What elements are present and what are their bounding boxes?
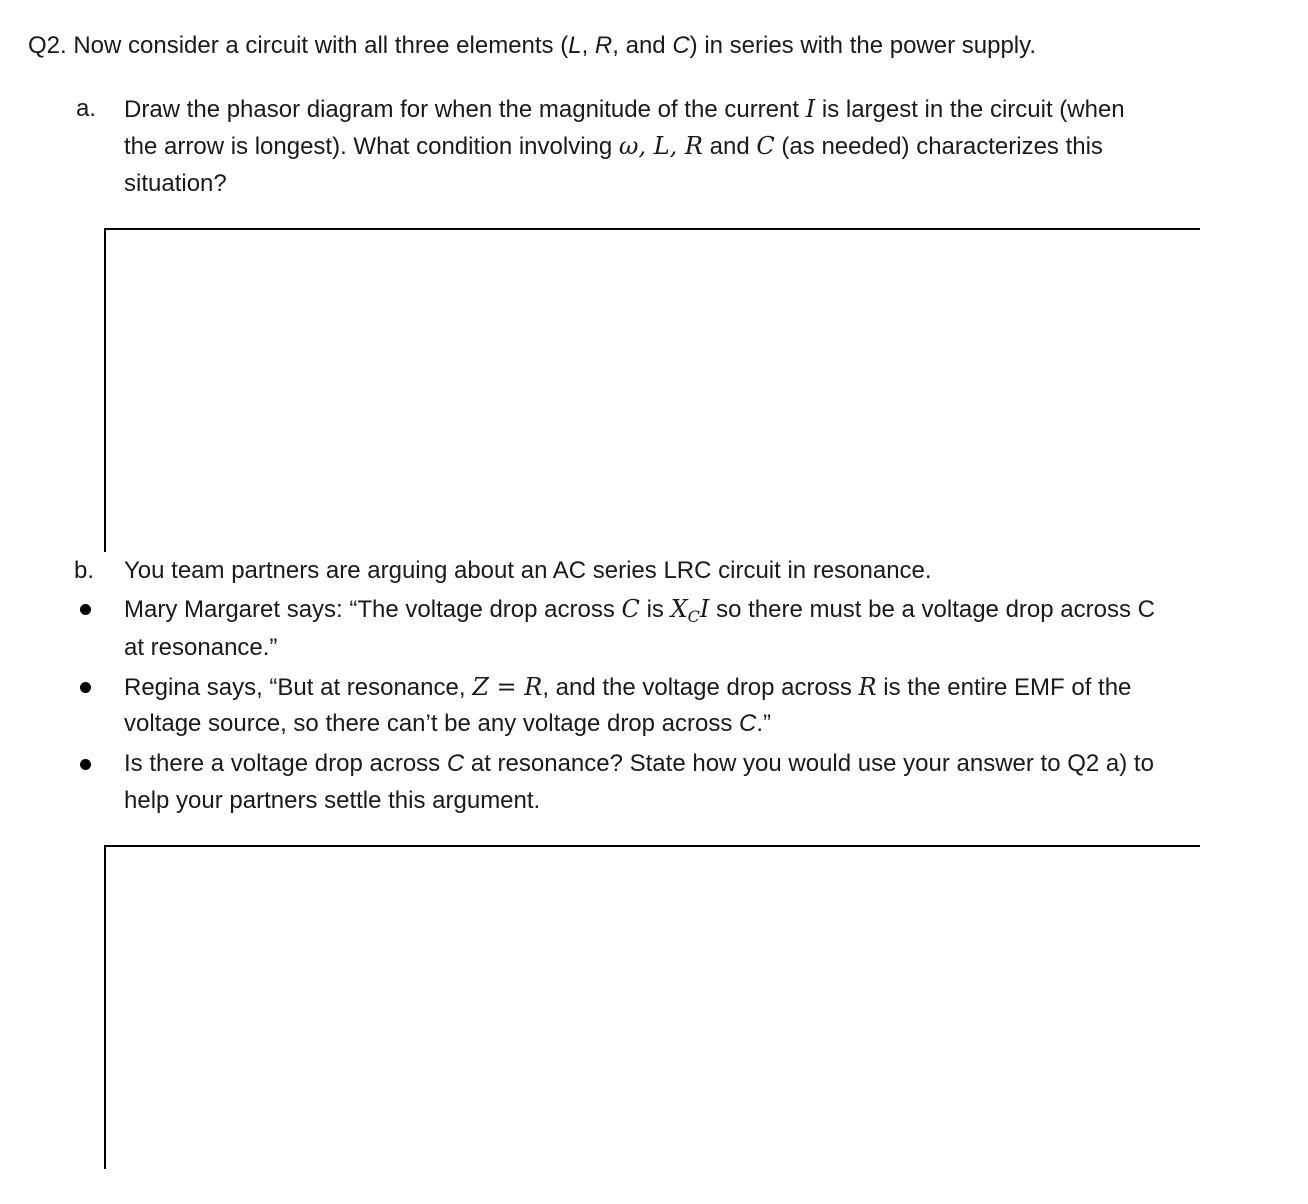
bullet-1-line-2: at resonance.” xyxy=(124,634,278,661)
bullet-1 xyxy=(80,604,91,615)
bullet-2-line-2: voltage source, so there can’t be any voltage drop across C.” xyxy=(124,710,772,737)
part-a-line-1: Draw the phasor diagram for when the magnitude of the current I is largest in the circuit (when xyxy=(124,95,1125,123)
part-b-intro: You team partners are arguing about an AC series LRC circuit in resonance. xyxy=(124,557,932,584)
answer-box-a[interactable] xyxy=(104,228,1200,552)
part-a-line-2: the arrow is longest). What condition involving ω, L, R and C (as needed) characterizes this xyxy=(124,132,1103,160)
answer-box-b[interactable] xyxy=(104,845,1200,1169)
part-a-line-3: situation? xyxy=(124,170,227,197)
bullet-3 xyxy=(80,759,91,770)
question-heading: Q2. Now consider a circuit with all three elements (L, R, and C) in series with the power supply. xyxy=(28,32,1037,59)
bullet-2 xyxy=(80,682,91,693)
bullet-3-line-2: help your partners settle this argument. xyxy=(124,787,541,814)
part-a-marker: a. xyxy=(76,95,97,122)
bullet-1-line-1: Mary Margaret says: “The voltage drop across C is $X_CI$ so there must be a voltage drop across C xyxy=(124,595,1155,626)
bullet-2-line-1: Regina says, “But at resonance, Z = R, and the voltage drop across R is the entire EMF of the xyxy=(124,673,1132,701)
part-b-marker: b. xyxy=(74,557,95,584)
bullet-3-line-1: Is there a voltage drop across C at resonance? State how you would use your answer to Q2 a) to xyxy=(124,750,1154,777)
